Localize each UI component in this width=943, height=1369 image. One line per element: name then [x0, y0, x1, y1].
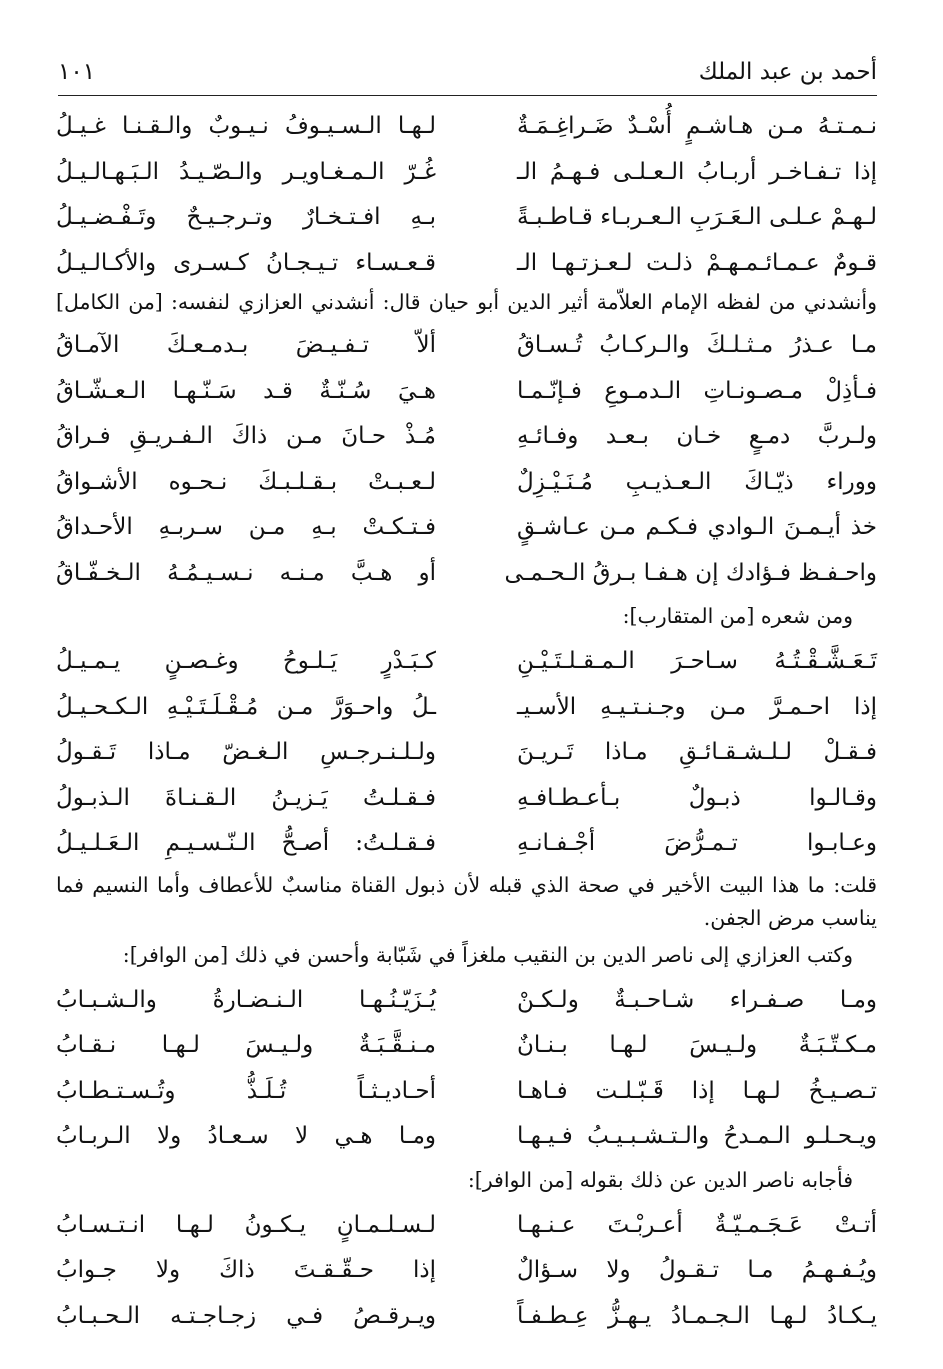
first-hemistich: نـمـتـهُ مـن هـاشـمٍ أُسْـدٌ ضَـراغِـمَـةٌ	[517, 113, 877, 140]
second-hemistich: لـهـا الـسـيـوفُ نـيـوبٌ والـقـنـا غـيـلُ	[56, 113, 436, 140]
first-hemistich: فـأذِلْ مـصـونـاتِ الـدمـوعِ فـإنّـمـا	[517, 377, 877, 404]
poem-3-intro: ومن شعره [من المتقارب]:	[622, 604, 853, 628]
second-hemistich: هـيَ سُـنّـةٌ قـد سَـنّـهـا الـعـشّـاقُ	[56, 377, 436, 404]
verse	[56, 104, 877, 150]
verse	[56, 414, 877, 460]
first-hemistich: لـهـمْ عـلـى الـعَـرَبِ الـعـربـاء قـاطـبـةً	[517, 204, 877, 231]
second-hemistich: ولـلـنـرجـسِ الـغـضّ مـاذا تَـقـولُ	[56, 739, 436, 766]
second-hemistich: ويـرقـصُ فـي زجـاجـتـه الـحـبـابُ	[56, 1302, 436, 1329]
verse	[56, 551, 877, 597]
first-hemistich: ويُـفـهـمُ مـا تـقـولُ ولا سـؤالٌ	[517, 1257, 877, 1284]
verse	[56, 776, 877, 822]
first-hemistich: أتـتْ عَـجَـمـيّـةٌ أعـربْـتَ عـنـهـا	[517, 1211, 877, 1238]
second-hemistich: أحـاديـثـاً تُـلَـذُّ وتُـسـتـطـابُ	[56, 1077, 436, 1104]
second-hemistich: يُـزَيّـنُـهـا الـنـضـارةُ والـشـبـابُ	[56, 986, 436, 1013]
poem-2-intro: وأنشدني من لفظه الإمام العلاّمة أثير الدين أبو حيان قال: أنشدني العزازي لنفسه: [من الكامل]	[56, 290, 877, 314]
first-hemistich: تَـعَـشَّـقْـتُـهُ سـاحـرَ الـمـقـلـتَـيْـنِ	[517, 648, 877, 675]
first-hemistich: ومـا صـفـراء شـاحـبـةٌ ولـكـنْ	[517, 986, 877, 1013]
second-hemistich: ـلُ واحـوَرَّ مـن مُـقْـلَـتَـيْـهِ الـكـحـيـلُ	[56, 693, 436, 720]
first-hemistich: وقـالـوا ذبـولٌ بـأعـطـافـهِ	[517, 784, 877, 811]
poem-3	[56, 639, 877, 867]
first-hemistich: تـصـيـخُ لـهـا إذا قَـبّـلـت فـاهـا	[517, 1077, 877, 1104]
second-hemistich: ألاّ تـفـيـضَ بـدمـعـكَ الآمـاقُ	[56, 332, 436, 359]
first-hemistich: ووراء ذيّـاكَ الـعـذيـبِ مُـنَـيْـزِلٌ	[517, 468, 877, 495]
verse	[56, 323, 877, 369]
verse	[56, 460, 877, 506]
verse	[56, 1114, 877, 1160]
verse	[56, 1069, 877, 1115]
verse	[56, 241, 877, 287]
header-rule	[58, 95, 877, 96]
verse	[56, 150, 877, 196]
first-hemistich: مـا عـذرُ مـثـلـكَ والـركـابُ تُـسـاقُ	[517, 332, 877, 359]
first-hemistich: قـومٌ عـمـائـمـهـمْ ذلـت لـعـزتـهـا الـ	[517, 249, 877, 276]
poem-4-intro: وكتب العزازي إلى ناصر الدين بن النقيب ملغزاً في شَبّابة وأحسن في ذلك [من الوافر]:	[122, 942, 853, 967]
verse	[56, 1248, 877, 1294]
second-hemistich: قـعـسـاء تـيـجـانُ كـسـرى والأكـالـيـلُ	[56, 249, 436, 276]
first-hemistich: إذا تـفـاخـر أربـابُ الـعـلـى فـهـمُ الـ	[517, 158, 877, 185]
second-hemistich: فـقـلـتُ يَـزيـنُ الـقـنـاةَ الـذبـولُ	[56, 784, 436, 811]
author-note: قلت: ما هذا البيت الأخير في صحة الذي قبله لأن ذبول القناة مناسبٌ للأعطاف وأما النسيم فما يناسب مرض الجفن.	[56, 872, 877, 930]
second-hemistich: لـعـبـتْ بـقـلـبـكَ نـحـوه الأشـواقُ	[56, 468, 436, 495]
first-hemistich: واحـفـظ فـؤادك إن هـفـا بـرقُ الـحـمـى	[504, 559, 877, 586]
verse	[56, 821, 877, 867]
first-hemistich: يـكـادُ لـهـا الـجـمـادُ يـهـزُّ عِـطـفـاً	[517, 1302, 877, 1329]
second-hemistich: لـسـلـمـانٍ يـكـونُ لـهـا انـتـسـابُ	[56, 1211, 436, 1238]
second-hemistich: أو هـبَّ مـنـه نـسـيـمُـهُ الـخـفّـاقُ	[56, 559, 436, 586]
first-hemistich: إذا احـمـرَّ مـن وجـنـتـيـهِ الأسـيـ	[517, 693, 877, 720]
verse	[56, 505, 877, 551]
verse	[56, 195, 877, 241]
running-head	[58, 52, 877, 92]
second-hemistich: كـبَـدْرٍ يَـلـوحُ وغـصـنٍ يـمـيـلُ	[56, 648, 436, 675]
first-hemistich: فـقـلْ لـلـشـقـائـقِ مـاذا تَـريـنَ	[517, 739, 877, 766]
poem-5-intro: فأجابه ناصر الدين عن ذلك بقوله [من الوافر]:	[467, 1167, 853, 1192]
first-hemistich: مـكـتّـبَـةٌ ولـيـسَ لـهـا بـنـانٌ	[517, 1032, 877, 1059]
verse	[56, 639, 877, 685]
second-hemistich: مُـذْ حـانَ مـن ذاكَ الـفـريـقِ فـراقُ	[56, 423, 436, 450]
verse	[56, 685, 877, 731]
first-hemistich: ويـحـلـو الـمـدحُ والـتـشـبـيـبُ فـيـهـا	[517, 1123, 877, 1150]
second-hemistich: بـهِ افـتـخـارٌ وتـرجـيـحٌ وتَـفْـضـيـلُ	[56, 204, 436, 231]
poem-2	[56, 323, 877, 596]
verse	[56, 1294, 877, 1340]
verse	[56, 1203, 877, 1249]
first-hemistich: ولـربَّ دمـعٍ خـان بـعـد وفـائـهِ	[517, 423, 877, 450]
second-hemistich: فـقـلـتُ: أصـحُّ الـنّـسـيـمِ الـعَـلـيـلُ	[56, 830, 436, 857]
first-hemistich: وعـابـوا تـمـرُّضَ أجْـفـانـهِ	[517, 830, 877, 857]
poem-4	[56, 978, 877, 1160]
second-hemistich: ومـا هـي لا سـعـادُ ولا الـربـابُ	[56, 1123, 436, 1150]
verse	[56, 1023, 877, 1069]
second-hemistich: غُـرّ الـمـغـاويـر والـصّـيـدُ الـبَـهـالـيـلُ	[56, 158, 436, 185]
second-hemistich: إذا حـقّـقـتَ ذاكَ ولا جـوابُ	[56, 1257, 436, 1284]
poem-1	[56, 104, 877, 286]
page-body	[56, 104, 877, 1339]
second-hemistich: فـتـكـتْ بـهِ مـن سـربـهِ الأحـداقُ	[56, 514, 436, 541]
page-number: ١٠١	[58, 59, 96, 85]
verse	[56, 978, 877, 1024]
verse	[56, 730, 877, 776]
running-title: أحمد بن عبد الملك	[698, 59, 877, 85]
second-hemistich: مـنـقَّـبَـةٌ ولـيـسَ لـهـا نـقـابُ	[56, 1032, 436, 1059]
first-hemistich: خذ أيـمـنَ الـوادي فـكـم مـن عـاشـقٍ	[517, 514, 877, 541]
poem-5	[56, 1203, 877, 1340]
verse	[56, 369, 877, 415]
